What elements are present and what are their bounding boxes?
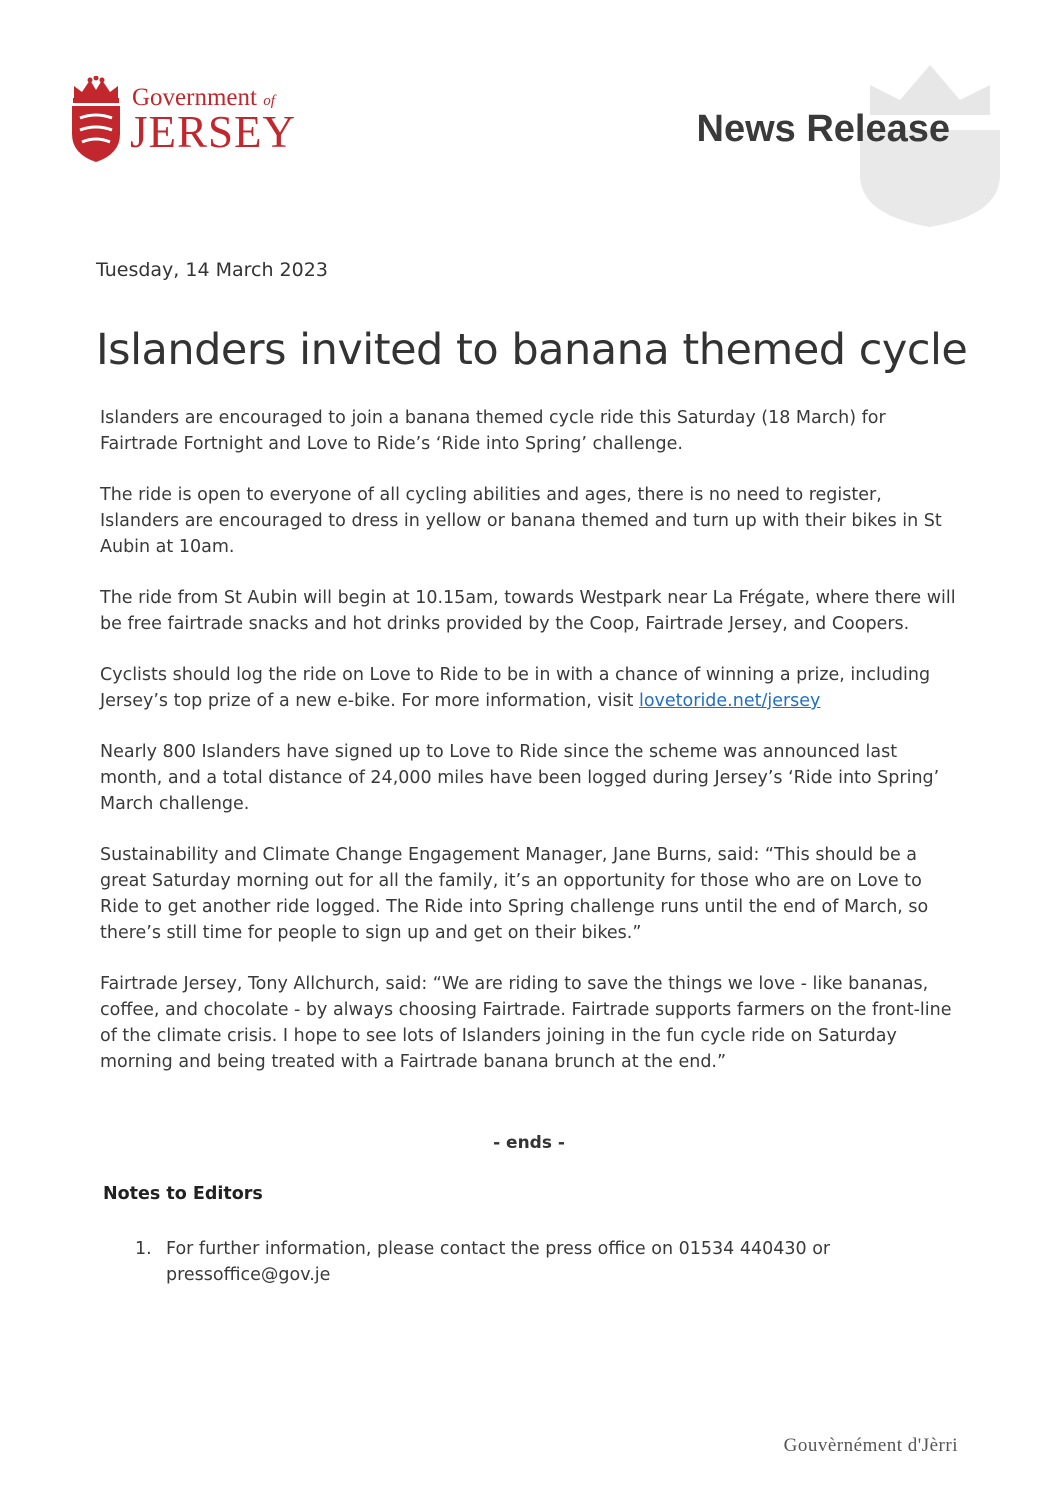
logo-government-text: Government of	[132, 84, 275, 111]
note-number: 1.	[135, 1239, 152, 1259]
jersey-crest-icon	[66, 76, 126, 164]
note-text: For further information, please contact the press office on 01534 440430 or pressoffice@gov.je	[166, 1239, 831, 1285]
ends-marker: - ends -	[493, 1133, 565, 1153]
lovetoride-link[interactable]: lovetoride.net/jersey	[638, 691, 821, 711]
logo-jersey-text: JERSEY	[130, 107, 297, 157]
paragraph: Nearly 800 Islanders have signed up to Love to Ride since the scheme was announced last month, and a total distance of 24,000 miles have been logged during Jersey’s ‘Ride into Spring’ March challenge.	[100, 742, 940, 814]
paragraph: Sustainability and Climate Change Engagement Manager, Jane Burns, said: “This should be a great Saturday morning out for all the family, it’s an opportunity for those who are on Love to Ride to get another ride logged. The Ride into Spring challenge runs until the end of March, so there’s still time for people to sign up and get on their bikes.”	[100, 845, 929, 943]
release-date: Tuesday, 14 March 2023	[96, 259, 328, 281]
paragraph: The ride is open to everyone of all cycling abilities and ages, there is no need to register, Islanders are encouraged to dress in yellow or banana themed and turn up with their bikes in St Aubin at 10am.	[100, 485, 942, 557]
notes-heading: Notes to Editors	[103, 1184, 263, 1204]
footer-jerriais-text: Gouvèrnément d'Jèrri	[783, 1435, 958, 1456]
document-type-title: News Release	[696, 108, 950, 150]
paragraph: The ride from St Aubin will begin at 10.15am, towards Westpark near La Frégate, where there will be free fairtrade snacks and hot drinks provided by the Coop, Fairtrade Jersey, and Coopers.	[100, 588, 956, 634]
headline: Islanders invited to banana themed cycle	[96, 325, 968, 375]
paragraph-with-link	[100, 662, 960, 714]
paragraph-text: Cyclists should log the ride on Love to Ride to be in with a chance of winning a prize, including Jersey’s top prize of a new e-bike. For more information, visit	[100, 665, 931, 711]
article-body	[100, 405, 960, 1100]
government-of-jersey-logo	[66, 76, 306, 166]
paragraph: Islanders are encouraged to join a banana themed cycle ride this Saturday (18 March) for Fairtrade Fortnight and Love to Ride’s ‘Ride into Spring’ challenge.	[100, 408, 886, 454]
paragraph: Fairtrade Jersey, Tony Allchurch, said: “We are riding to save the things we love - like bananas, coffee, and chocolate - by always choosing Fairtrade. Fairtrade supports farmers on the front-line of the climate crisis. I hope to see lots of Islanders joining in the fun cycle ride on Saturday morning and being treated with a Fairtrade banana brunch at the end.”	[100, 974, 952, 1072]
